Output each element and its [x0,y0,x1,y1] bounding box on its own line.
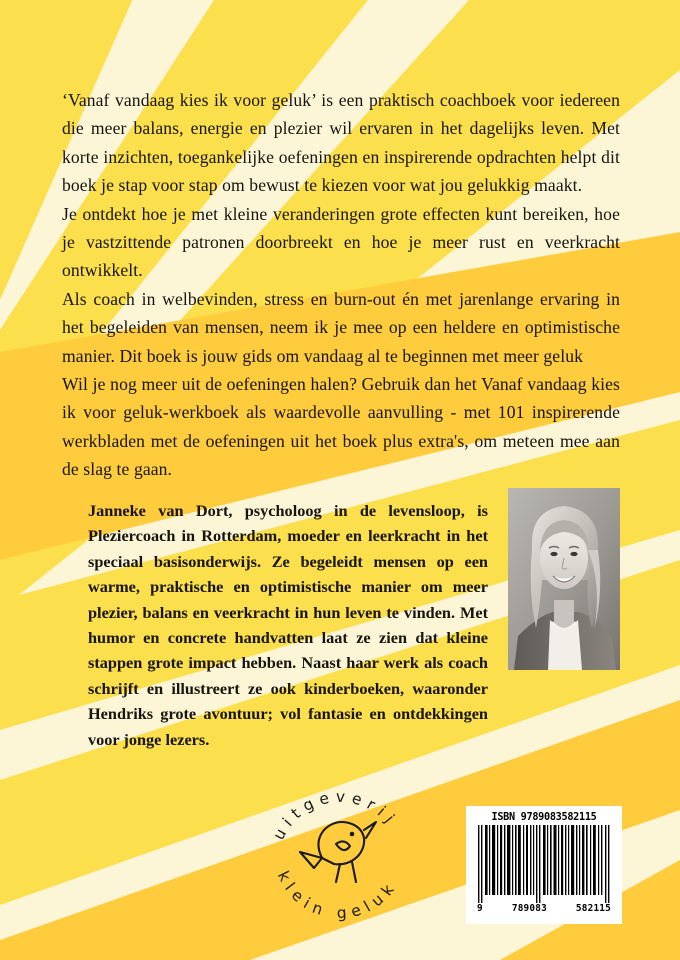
author-bio [88,498,488,752]
logo-arc-bottom-text: klein geluk [273,868,402,923]
blurb-paragraph-4: Wil je nog meer uit de oefeningen halen? Gebruik dan het Vanaf vandaag kies ik voor geluk-werkboek als waardevolle aanvulling - met 101 inspirerende werkbladen met de oefeningen uit het boek plus extra's, om meteen mee aan de slag te gaan. [62,374,620,480]
logo-arc-top-text: uitgeverij [269,787,402,843]
publisher-logo [262,772,418,923]
blurb-paragraph-1: ‘Vanaf vandaag kies ik voor geluk’ is een praktisch coachboek voor iedereen die meer balans, energie en plezier wil ervaren in het dagelijks leven. Met korte inzichten, toegankelijke oefeningen en inspirerende opdrachten helpt dit boek je stap voor stap om bewust te kiezen voor wat jou gelukkig maakt. [62,90,620,196]
blurb-paragraph-3: Als coach in welbevinden, stress en burn-out én met jarenlange ervaring in het begeleiden van mensen, neem ik je mee op een heldere en optimistische manier. Dit boek is jouw gids om vandaag al te beginnen met meer geluk [62,288,620,366]
blurb-text [62,86,620,484]
author-photo [508,488,620,670]
blurb-paragraph-2: Je ontdekt hoe je met kleine veranderingen grote effecten kunt bereiken, hoe je vastzittende patronen doorbreekt en hoe je meer rust en veerkracht ontwikkelt. [62,203,620,281]
bird-icon [300,822,376,882]
barcode-bars [476,825,612,903]
barcode [466,806,622,924]
barcode-digits [476,903,612,914]
barcode-digit-group-2: 789083 [511,903,547,914]
author-bio-text: Janneke van Dort, psycholoog in de levensloop, is Pleziercoach in Rotterdam, moeder en leerkracht in het speciaal basisonderwijs. Ze begeleidt mensen op een warme, praktische en optimistische manier om meer plezier, balans en veerkracht in hun leven te vinden. Met humor en concrete handvatten laat ze zien dat kleine stappen grote impact hebben. Naast haar werk als coach schrijft en illustreert ze ook kinderboeken, waaronder Hendriks grote avontuur; vol fantasie en ontdekkingen voor jonge lezers. [88,501,488,749]
barcode-digit-group-1: 9 [477,903,483,914]
barcode-digit-group-3: 582115 [575,903,611,914]
barcode-isbn-label: ISBN 9789083582115 [491,812,597,823]
author-portrait-image [508,488,620,670]
